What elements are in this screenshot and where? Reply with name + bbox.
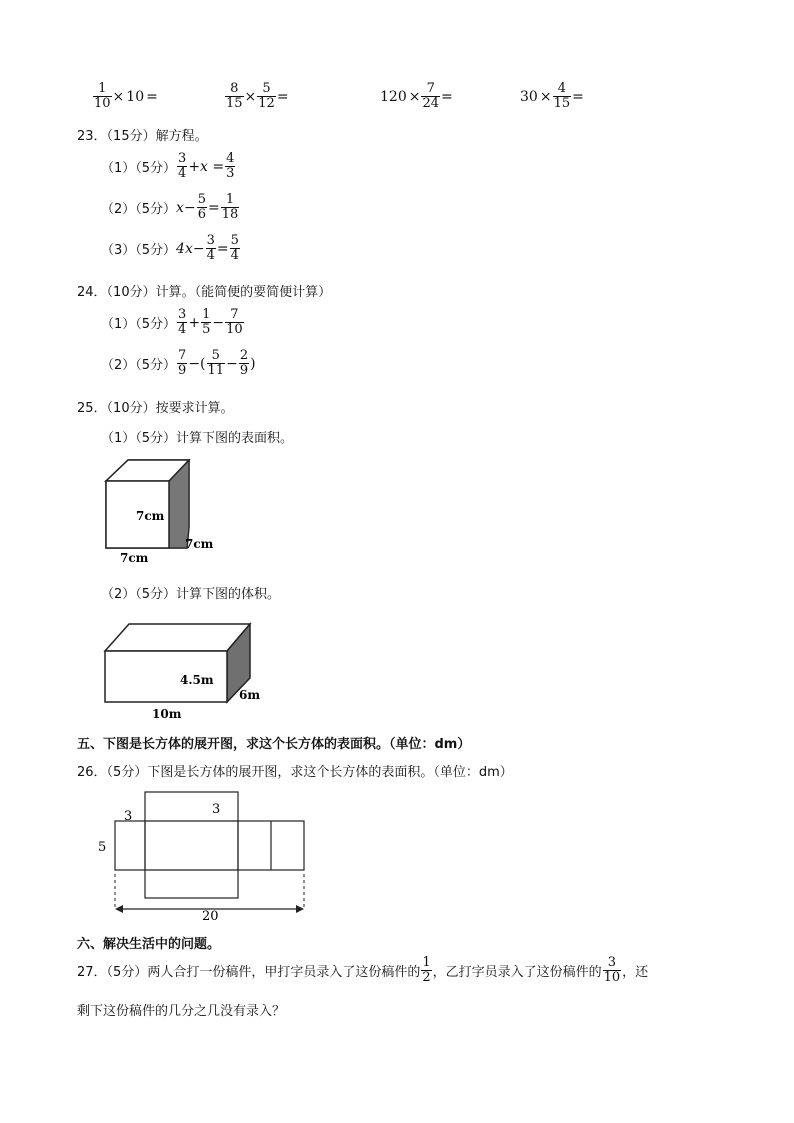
arrow-head-left (115, 905, 123, 913)
expression: x− (176, 199, 196, 216)
part-label: （3）（5分） (101, 243, 177, 258)
q23-part-1 (101, 152, 236, 181)
q22-item-2 (224, 82, 289, 111)
net-center-column (145, 792, 238, 898)
q22-item-1 (92, 82, 158, 111)
part-label: （1）（5分） (101, 317, 177, 332)
equals: = (572, 88, 584, 105)
number: 120 (380, 88, 407, 105)
box-figure (96, 616, 276, 724)
operator: − (226, 355, 238, 372)
q22-item-4 (520, 82, 584, 111)
net-label-top-left: 3 (124, 809, 133, 824)
q25-part-1: （1）（5分）计算下图的表面积。 (101, 431, 294, 446)
fraction: $\frac{3}{4}$ (178, 151, 187, 181)
equals: = (216, 240, 229, 257)
part-label: （2）（5分） (101, 202, 177, 217)
cube-front-label: 7cm (136, 509, 165, 523)
operator: − (212, 314, 225, 331)
operator: ) (250, 355, 256, 372)
fraction: $\frac{2}{9}$ (239, 348, 249, 378)
operator: × (408, 88, 421, 105)
fraction: $\frac{1}{18}$ (221, 192, 239, 222)
fraction: $\frac{8}{15}$ (226, 81, 243, 111)
q27-line-1 (77, 956, 648, 985)
fraction: $\frac{5}{11}$ (207, 348, 225, 378)
part-label: （2）（5分） (101, 358, 177, 373)
q23-part-2 (101, 193, 240, 222)
fraction: $\frac{4}{3}$ (226, 151, 235, 181)
operator: + (188, 314, 201, 331)
expression: 4x− (176, 240, 205, 257)
equals: = (276, 88, 289, 105)
fraction: $\frac{7}{9}$ (178, 348, 187, 378)
cube-bottom-label: 7cm (120, 551, 149, 565)
box-height-label: 4.5m (180, 673, 214, 687)
fraction: $\frac{5}{12}$ (258, 81, 275, 111)
cube-figure (90, 452, 230, 572)
arrow-head-right (296, 905, 304, 913)
q23-header: 23．（15分）解方程。 (77, 129, 208, 144)
q24-part-2 (101, 349, 256, 378)
q22-item-3 (380, 82, 453, 111)
net-left-face (115, 821, 145, 870)
operator: −( (188, 355, 206, 372)
fraction: $\frac{3}{4}$ (178, 307, 187, 337)
q24-part-1 (101, 308, 245, 337)
section-5-title: 五、下图是长方体的展开图，求这个长方体的表面积。（单位：dm） (77, 737, 471, 752)
q27-text: ，还 (622, 965, 649, 980)
number: 10 (126, 88, 145, 105)
box-top (105, 624, 250, 651)
equals: = (146, 88, 158, 105)
q27-line-2: 剩下这份稿件的几分之几没有录入？ (77, 1004, 286, 1019)
fraction: $\frac{3}{4}$ (206, 233, 215, 263)
part-label: （1）（5分） (101, 161, 177, 176)
q27-text: ，乙打字员录入了这份稿件的 (432, 965, 602, 980)
net-label-height: 5 (98, 840, 107, 855)
cube-side-label: 7cm (185, 537, 214, 551)
fraction: $\frac{1}{10}$ (94, 81, 111, 111)
fraction: $\frac{7}{24}$ (422, 81, 440, 111)
q23-part-3 (101, 234, 241, 263)
net-label-width: 20 (202, 909, 219, 922)
q25-part-2: （2）（5分）计算下图的体积。 (101, 587, 281, 602)
fraction: $\frac{4}{15}$ (553, 81, 571, 111)
operator: × (112, 88, 125, 105)
equals: = (207, 199, 220, 216)
equals: = (441, 88, 453, 105)
q24-header: 24．（10分）计算。（能简便的要简便计算） (77, 285, 332, 300)
fraction: $\frac{1}{5}$ (202, 307, 211, 337)
q25-header: 25．（10分）按要求计算。 (77, 401, 234, 416)
number: 30 (520, 88, 538, 105)
fraction: $\frac{1}{2}$ (422, 955, 431, 985)
fraction: $\frac{3}{10}$ (603, 955, 621, 985)
net-figure (92, 790, 318, 922)
operator: × (539, 88, 552, 105)
q26-header: 26．（5分）下图是长方体的展开图，求这个长方体的表面积。（单位：dm） (77, 765, 513, 780)
net-label-top-right: 3 (212, 802, 221, 817)
box-depth-label: 6m (239, 688, 261, 702)
box-length-label: 10m (152, 707, 182, 721)
operator: × (244, 88, 257, 105)
q27-text: 27．（5分）两人合打一份稿件，甲打字员录入了这份稿件的 (77, 965, 421, 980)
fraction: $\frac{5}{4}$ (230, 233, 239, 263)
fraction: $\frac{5}{6}$ (197, 192, 206, 222)
expression: +x = (188, 158, 225, 175)
section-6-title: 六、解决生活中的问题。 (77, 937, 221, 952)
fraction: $\frac{7}{10}$ (226, 307, 243, 337)
